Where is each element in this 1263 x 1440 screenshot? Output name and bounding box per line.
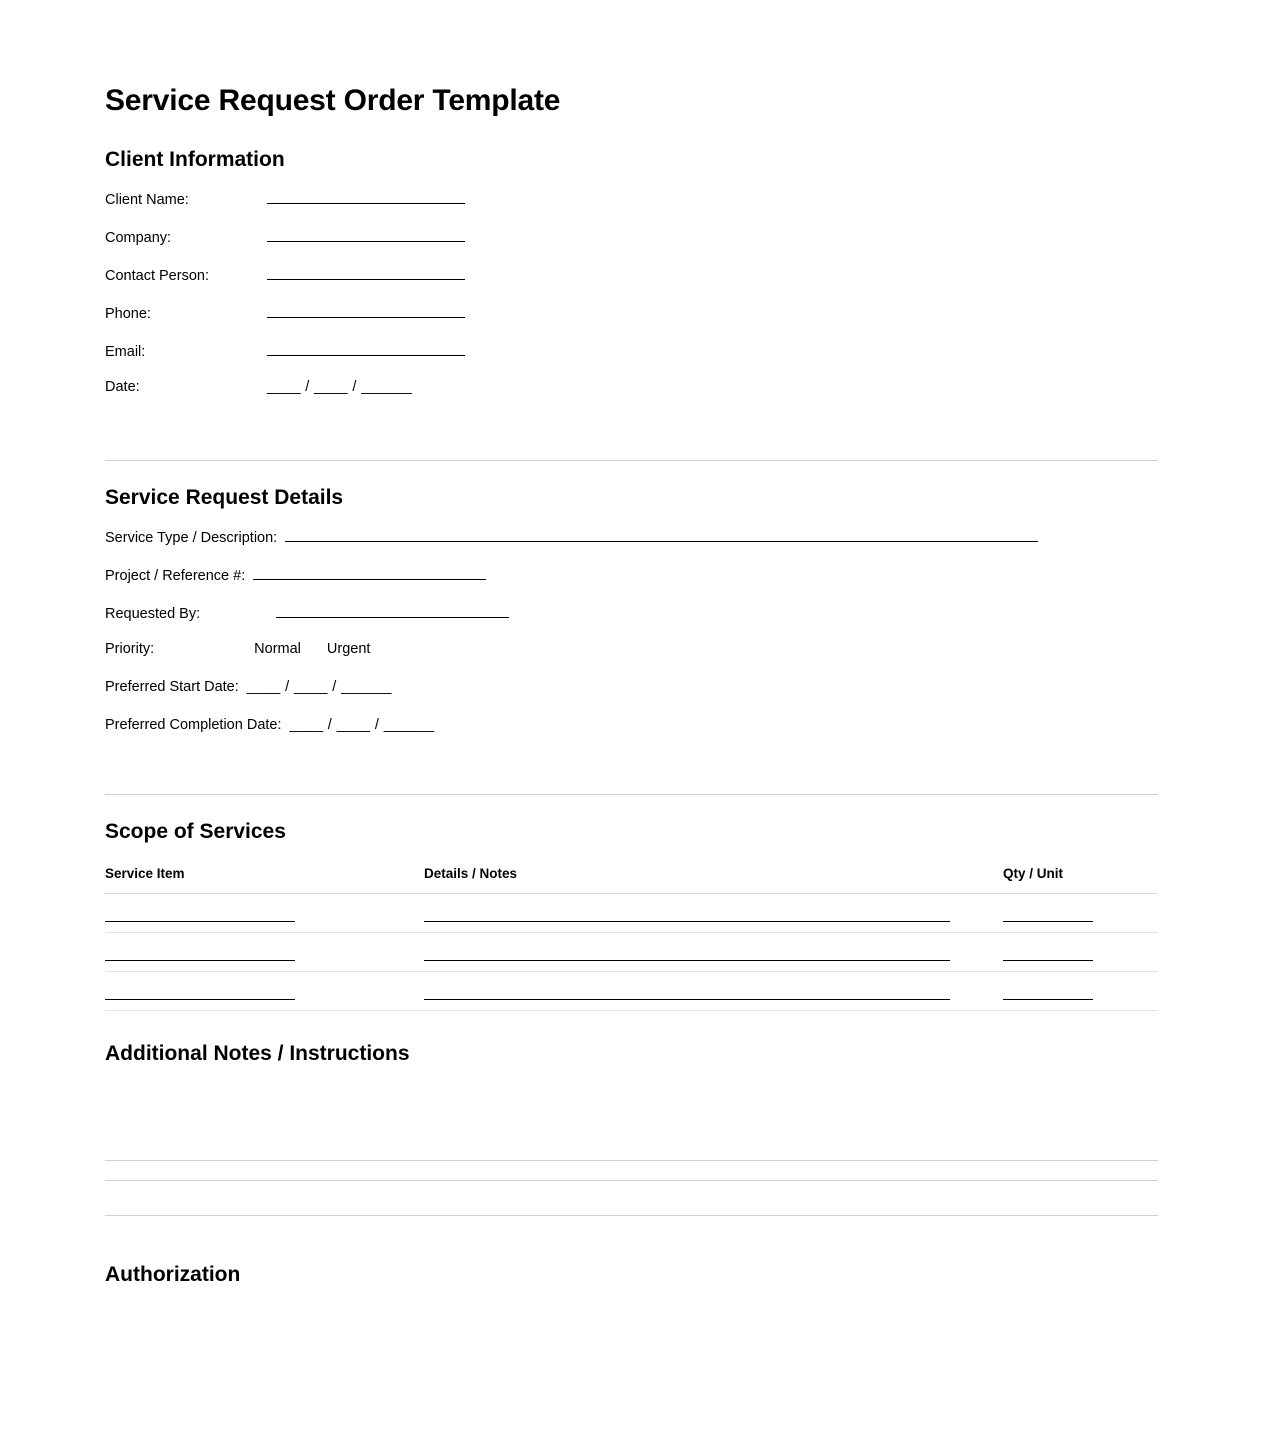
preferred-completion-date-input[interactable]: ____ / ____ / ______ <box>289 716 435 733</box>
field-row-date <box>105 380 1158 418</box>
field-row-requested-by <box>105 604 1158 642</box>
service-item-input[interactable] <box>105 988 295 1000</box>
cell-qty-unit <box>1003 933 1158 972</box>
field-row-preferred-start-date <box>105 680 1158 718</box>
email-input[interactable] <box>267 342 465 356</box>
section-heading-service-request-details: Service Request Details <box>105 485 344 509</box>
date-input[interactable]: ____ / ____ / ______ <box>267 378 413 395</box>
preferred-completion-date-label: Preferred Completion Date: <box>105 716 282 733</box>
notes-rule-line <box>105 1160 1158 1161</box>
table-header <box>105 866 1158 894</box>
section-heading-additional-notes: Additional Notes / Instructions <box>105 1042 410 1066</box>
email-label: Email: <box>105 343 146 360</box>
service-item-input[interactable] <box>105 949 295 961</box>
service-item-input[interactable] <box>105 910 295 922</box>
document-content <box>105 0 1158 1287</box>
table-header-row <box>105 866 1158 894</box>
preferred-start-date-input[interactable]: ____ / ____ / ______ <box>246 678 392 695</box>
client-name-label: Client Name: <box>105 191 189 208</box>
field-row-service-type <box>105 528 1158 566</box>
client-name-input[interactable] <box>267 190 465 204</box>
table-row <box>105 894 1158 933</box>
date-label: Date: <box>105 378 140 395</box>
requested-by-label: Requested By: <box>105 605 201 622</box>
phone-label: Phone: <box>105 305 151 322</box>
field-row-email <box>105 342 1158 380</box>
service-type-input[interactable] <box>285 528 1038 542</box>
scope-of-services-table <box>105 866 1158 1011</box>
project-reference-label: Project / Reference #: <box>105 567 246 584</box>
qty-unit-input[interactable] <box>1003 988 1093 1000</box>
project-reference-input[interactable] <box>253 566 486 580</box>
cell-details-notes <box>424 933 1003 972</box>
field-row-project-reference <box>105 566 1158 604</box>
phone-input[interactable] <box>267 304 465 318</box>
cell-service-item <box>105 972 424 1011</box>
column-header-qty-unit: Qty / Unit <box>1003 866 1158 894</box>
cell-service-item <box>105 894 424 933</box>
priority-options <box>254 642 392 658</box>
details-notes-input[interactable] <box>424 910 950 922</box>
contact-person-input[interactable] <box>267 266 465 280</box>
field-row-client-name <box>105 190 1158 228</box>
page-title: Service Request Order Template <box>105 84 561 117</box>
column-header-details-notes: Details / Notes <box>424 866 1003 894</box>
section-heading-scope-of-services: Scope of Services <box>105 819 286 843</box>
additional-notes-area[interactable] <box>105 1066 1158 1232</box>
priority-label: Priority: <box>105 640 155 657</box>
cell-qty-unit <box>1003 972 1158 1011</box>
cell-qty-unit <box>1003 894 1158 933</box>
qty-unit-input[interactable] <box>1003 910 1093 922</box>
requested-by-input[interactable] <box>276 604 509 618</box>
priority-option-urgent[interactable]: Urgent <box>326 640 371 657</box>
cell-service-item <box>105 933 424 972</box>
table-body <box>105 894 1158 1011</box>
company-input[interactable] <box>267 228 465 242</box>
details-notes-input[interactable] <box>424 949 950 961</box>
priority-option-normal[interactable]: Normal <box>254 640 301 657</box>
field-row-phone <box>105 304 1158 342</box>
service-request-details-fields <box>105 528 1158 756</box>
field-row-preferred-completion-date <box>105 718 1158 756</box>
section-heading-authorization: Authorization <box>105 1263 241 1287</box>
cell-details-notes <box>424 972 1003 1011</box>
notes-rule-line <box>105 1180 1158 1181</box>
preferred-start-date-label: Preferred Start Date: <box>105 678 239 695</box>
section-heading-client-information: Client Information <box>105 147 285 171</box>
field-row-company <box>105 228 1158 266</box>
qty-unit-input[interactable] <box>1003 949 1093 961</box>
company-label: Company: <box>105 229 172 246</box>
cell-details-notes <box>424 894 1003 933</box>
service-type-label: Service Type / Description: <box>105 529 278 546</box>
contact-person-label: Contact Person: <box>105 267 209 284</box>
field-row-priority <box>105 642 1158 680</box>
table-row <box>105 933 1158 972</box>
field-row-contact-person <box>105 266 1158 304</box>
table-row <box>105 972 1158 1011</box>
column-header-service-item: Service Item <box>105 866 424 894</box>
details-notes-input[interactable] <box>424 988 950 1000</box>
notes-rule-line <box>105 1215 1158 1216</box>
client-information-fields <box>105 190 1158 418</box>
